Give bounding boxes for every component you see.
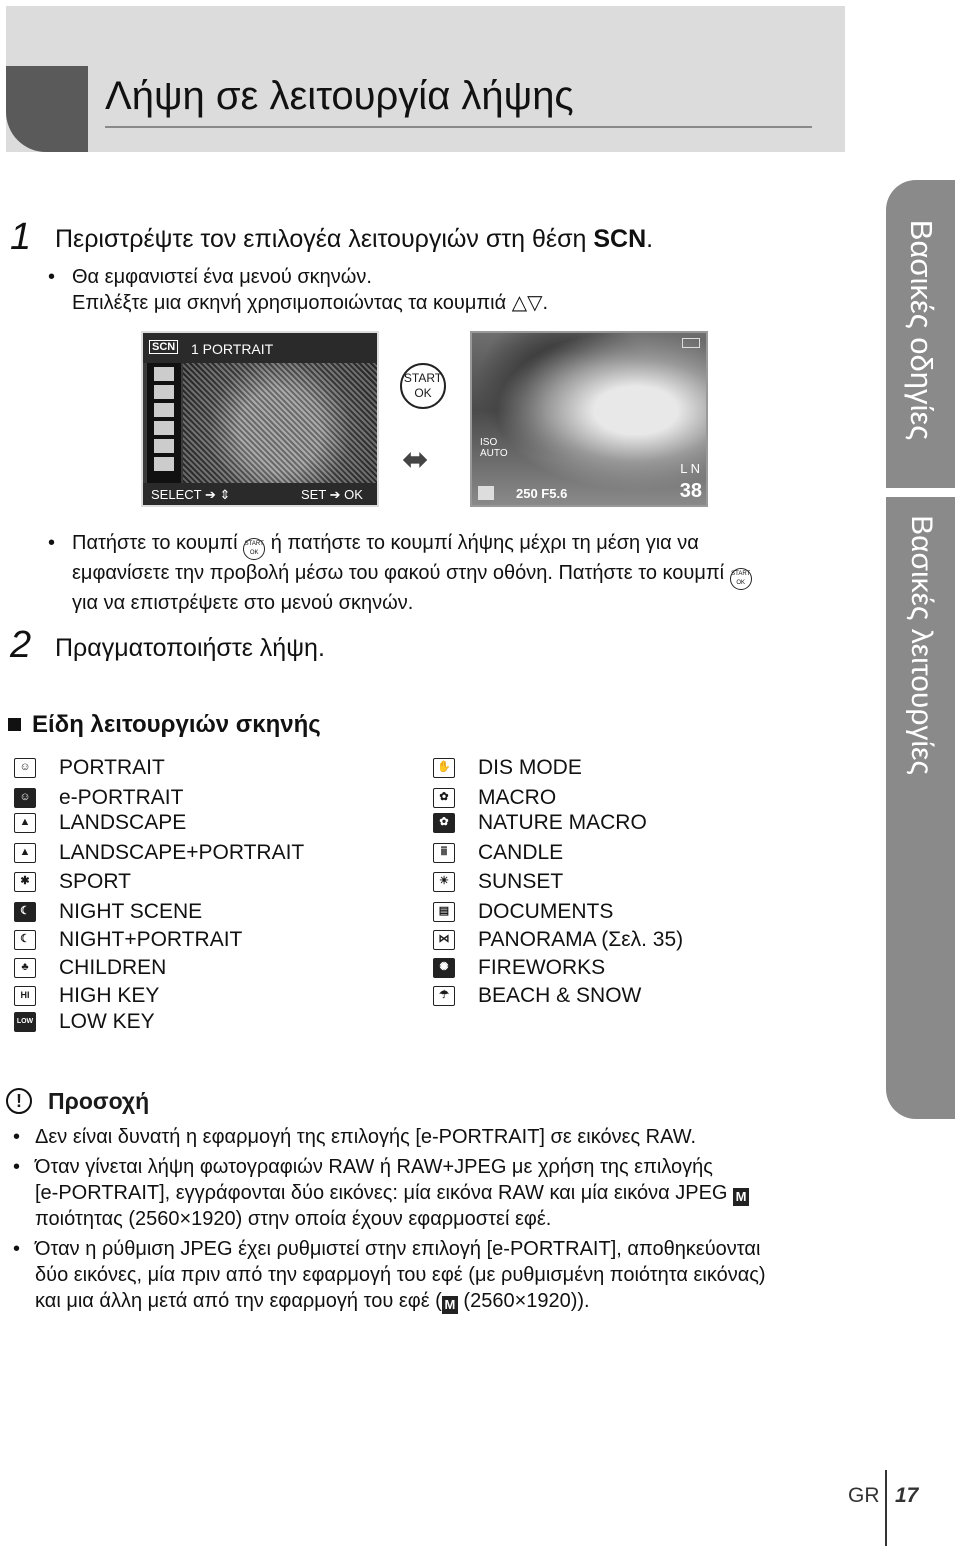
portrait-icon: ☺: [14, 758, 36, 778]
bullet-line: ποιότητας (2560×1920) στην οποία έχουν εφαρμοστεί εφέ.: [35, 1208, 552, 1230]
beach-snow-icon: ☂: [433, 986, 455, 1006]
iso-value: AUTO: [480, 448, 508, 459]
bullet-dot: •: [13, 1238, 21, 1260]
scene-list-right: [433, 756, 833, 1010]
scene-label: NIGHT+PORTRAIT: [59, 927, 243, 951]
list-item: [433, 811, 833, 837]
scene-label: LOW KEY: [59, 1010, 155, 1034]
scn-label: SCN: [593, 225, 647, 253]
bullet-line: [35, 1180, 749, 1206]
exposure-readout: 250 F5.6: [516, 486, 568, 501]
bullet-text: (2560×1920)).: [457, 1290, 590, 1312]
list-item: [14, 870, 394, 896]
list-item: [14, 811, 394, 837]
bullet-line: Θα εμφανιστεί ένα μενού σκηνών.: [72, 266, 372, 288]
portrait-sample-image: [183, 363, 377, 485]
bullet-line: δύο εικόνες, μία πριν από την εφαρμογή του εφέ (με ρυθμισμένη ποιότητα εικόνας): [35, 1264, 766, 1286]
scene-label: MACRO: [478, 785, 557, 809]
caution-title: Προσοχή: [48, 1088, 150, 1114]
bullet-text: εμφανίσετε την προβολή μέσω του φακού στην οθόνη. Πατήστε το κουμπί: [72, 562, 725, 584]
live-view-screen: [470, 331, 708, 507]
start-ok-icon: START OK: [243, 538, 265, 560]
list-item: [433, 756, 833, 782]
list-item: [14, 786, 394, 812]
list-item: [14, 756, 394, 782]
scene-label: NIGHT SCENE: [59, 899, 203, 923]
scene-label: SPORT: [59, 870, 131, 894]
list-item: [433, 870, 833, 896]
sidetab-basic-guide[interactable]: [886, 180, 955, 488]
dis-mode-icon: ✋: [433, 758, 455, 778]
m-quality-icon: M: [733, 1188, 749, 1206]
list-item: [14, 900, 394, 926]
step-number: 1: [10, 216, 32, 258]
bullet-text: [e-PORTRAIT], εγγράφονται δύο εικόνες: μία εικόνα RAW και μία εικόνα JPEG: [35, 1182, 728, 1204]
sport-icon: ✱: [14, 872, 36, 892]
bullet-line: Όταν η ρύθμιση JPEG έχει ρυθμιστεί στην επιλογή [e-PORTRAIT], αποθηκεύονται: [35, 1238, 761, 1260]
list-item: [14, 956, 394, 982]
section-title: Είδη λειτουργιών σκηνής: [32, 711, 321, 738]
scene-label: NATURE MACRO: [478, 811, 647, 835]
scene-thumb-icon: [154, 457, 174, 471]
high-key-icon: HI: [14, 986, 36, 1006]
documents-icon: ▤: [433, 902, 455, 922]
low-key-icon: LOW: [14, 1012, 36, 1032]
landscape-portrait-icon: ▲: [14, 843, 36, 863]
bullet-dot: •: [48, 532, 56, 554]
start-ok-button-icon: [400, 363, 446, 409]
scene-label: LANDSCAPE: [59, 811, 187, 835]
macro-icon: ✿: [433, 788, 455, 808]
scn-badge: SCN: [149, 340, 178, 354]
scene-label: DOCUMENTS: [478, 899, 614, 923]
bullet-dot: •: [13, 1156, 21, 1178]
scene-label: SUNSET: [478, 870, 564, 894]
scene-label: e-PORTRAIT: [59, 785, 184, 809]
bullet-text: και μια άλλη μετά από την εφαρμογή του εφέ (: [35, 1290, 442, 1312]
sidetab-basic-operations[interactable]: [886, 497, 955, 1119]
ok-label: OK: [414, 386, 432, 400]
step-text: Πραγματοποιήστε λήψη.: [55, 634, 325, 662]
scene-label: BEACH & SNOW: [478, 984, 642, 1008]
scene-label: CANDLE: [478, 840, 564, 864]
list-item: [433, 841, 833, 867]
bullet-text: Πατήστε το κουμπί: [72, 532, 238, 554]
battery-icon: [682, 338, 700, 348]
iso-indicator: [480, 437, 508, 459]
menu-bottombar: [143, 483, 377, 505]
caution-bullet: [13, 1154, 749, 1232]
scene-label: HIGH KEY: [59, 984, 160, 1008]
bullet-line: για να επιστρέψετε στο μενού σκηνών.: [72, 592, 414, 614]
scene-thumb-icon: [154, 367, 174, 381]
header-tab: [6, 66, 88, 152]
shots-remaining: 38: [679, 480, 702, 502]
nature-macro-icon: ✿: [433, 813, 455, 833]
bullet-text: ή πατήστε το κουμπί λήψης μέχρι τη μέση για να: [270, 532, 699, 554]
scene-label: DIS MODE: [478, 756, 582, 779]
list-item: [433, 900, 833, 926]
menu-topbar: [143, 333, 377, 363]
step-text: [55, 225, 653, 254]
scene-label: CHILDREN: [59, 955, 167, 979]
scene-label: FIREWORKS: [478, 955, 606, 979]
landscape-icon: ▲: [14, 813, 36, 833]
bullet-dot: •: [13, 1126, 21, 1148]
title-rule: [105, 126, 812, 128]
page-number: 17: [895, 1484, 919, 1507]
scene-icon-column: [147, 363, 181, 483]
caution-bullet: [13, 1124, 697, 1150]
scene-thumb-icon: [154, 403, 174, 417]
footer-rule: [885, 1470, 887, 1546]
bullet-text: Επιλέξτε μια σκηνή χρησιμοποιώντας τα κουμπιά: [72, 292, 507, 314]
sidetab-label: Βασικές λειτουργίες: [904, 515, 938, 775]
list-item: [433, 956, 833, 982]
footer-language: GR: [848, 1484, 880, 1507]
image-quality: L N: [680, 461, 700, 476]
night-scene-icon: ☾: [14, 902, 36, 922]
step-number: 2: [10, 624, 32, 666]
fireworks-icon: ✺: [433, 958, 455, 978]
bullet-line: Όταν γίνεται λήψη φωτογραφιών RAW ή RAW+JPEG με χρήση της επιλογής: [35, 1156, 713, 1178]
set-hint: SET ➔ OK: [301, 487, 363, 502]
children-icon: ♣: [14, 958, 36, 978]
sidetab-label: Βασικές οδηγίες: [903, 219, 939, 441]
start-ok-icon: START OK: [730, 568, 752, 590]
step-text-main: Περιστρέψτε τον επιλογέα λειτουργιών στη θέση: [55, 225, 587, 253]
panorama-icon: ⋈: [433, 930, 455, 950]
list-item: [433, 928, 833, 954]
bullet-dot: •: [48, 266, 56, 288]
up-down-arrows-icon: △▽.: [511, 292, 549, 314]
double-arrow-icon: ⬌: [402, 441, 429, 477]
candle-icon: ⅲ: [433, 843, 455, 863]
night-portrait-icon: ☾: [14, 930, 36, 950]
select-hint: SELECT ➔ ⇕: [151, 487, 231, 502]
bullet-line: [35, 1288, 766, 1314]
scene-thumb-icon: [154, 385, 174, 399]
menu-title: 1 PORTRAIT: [191, 341, 274, 357]
scene-thumb-icon: [154, 421, 174, 435]
bullet-scene-menu: [48, 264, 549, 316]
bullet-line: Δεν είναι δυνατή η εφαρμογή της επιλογής [e-PORTRAIT] σε εικόνες RAW.: [35, 1126, 697, 1148]
scene-label: PANORAMA (Σελ. 35): [478, 927, 684, 951]
m-quality-icon: M: [442, 1296, 458, 1314]
portrait-mode-icon: [478, 486, 494, 500]
section-square-icon: [8, 718, 21, 731]
scene-menu-screen: [141, 331, 379, 507]
scene-list-left: [14, 756, 394, 1036]
list-item: [14, 984, 394, 1010]
start-label: START: [403, 371, 443, 385]
bullet-start-ok: [48, 530, 752, 616]
bullet-line: [72, 530, 752, 560]
list-item: [14, 928, 394, 954]
list-item: [14, 841, 394, 867]
scene-label: PORTRAIT: [59, 756, 165, 779]
list-item: [433, 984, 833, 1010]
list-item: [433, 786, 833, 812]
list-item: [14, 1010, 394, 1036]
scene-label: LANDSCAPE+PORTRAIT: [59, 840, 305, 864]
e-portrait-icon: ☺: [14, 788, 36, 808]
page-title: Λήψη σε λειτουργία λήψης: [105, 74, 574, 118]
caution-icon: !: [6, 1088, 32, 1114]
step-period: .: [646, 225, 654, 253]
iso-label: ISO: [480, 437, 498, 448]
bullet-line: [72, 290, 548, 316]
scene-thumb-icon: [154, 439, 174, 453]
caution-bullet: [13, 1236, 766, 1314]
bullet-line: [72, 560, 752, 590]
sunset-icon: ☀: [433, 872, 455, 892]
